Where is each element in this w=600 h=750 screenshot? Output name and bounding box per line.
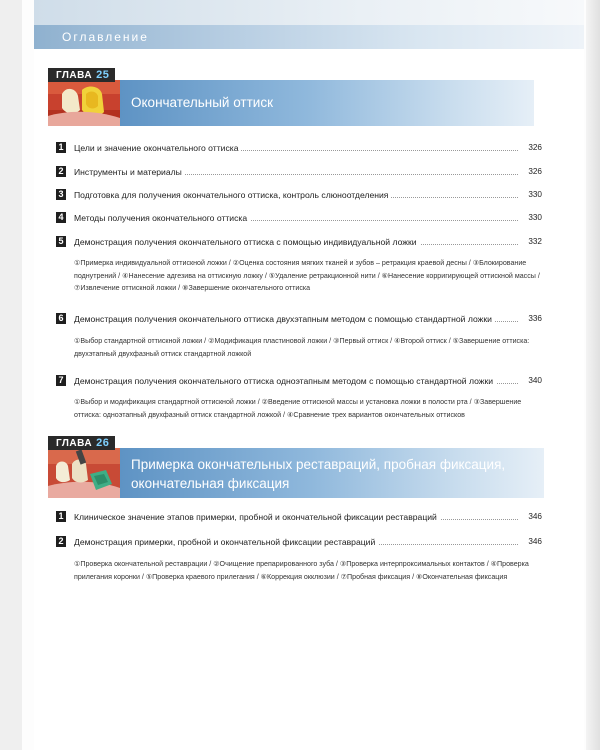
toc-entry[interactable] — [56, 374, 542, 388]
entry-number-badge: 1 — [56, 142, 66, 153]
chapter-26-title-line-1: Примерка окончательных реставраций, пробная фиксация, — [131, 457, 506, 472]
chapter-25-label — [48, 68, 115, 82]
entry-title: Методы получения окончательного оттиска — [74, 211, 250, 225]
entry-page-number: 326 — [526, 141, 542, 155]
entry-page-number: 346 — [526, 510, 542, 524]
entry-page-number: 332 — [526, 235, 542, 249]
entry-title: Подготовка для получения окончательного оттиска, контроль слюноотделения — [74, 188, 391, 202]
toc-entry[interactable] — [56, 165, 542, 179]
toc-entry[interactable] — [56, 535, 542, 549]
entry-subtopics: ①Выбор и модификация стандартной оттискной ложки / ②Введение оттискной массы и установка ложки в полости рта / ③Завершение оттиска: одноэтапный двухфазный оттиск стандартной ложкой / ④Сравнение трех вариантов окончательных оттисков — [74, 398, 522, 419]
entry-number-badge: 3 — [56, 189, 66, 200]
entry-page-number: 330 — [526, 211, 542, 225]
toc-entry[interactable] — [56, 141, 542, 155]
entry-title: Демонстрация получения окончательного оттиска двухэтапным методом с помощью стандартной ложки — [74, 312, 495, 326]
entry-title: Цели и значение окончательного оттиска — [74, 141, 241, 155]
entry-number-badge: 5 — [56, 236, 66, 247]
chapter-26-photo — [48, 448, 120, 498]
entry-subtopics: ①Примерка индивидуальной оттискной ложки / ②Оценка состояния мягких тканей и зубов – ретракция краевой десны / ③Блокирование поднутрений / ④Нанесение адгезива на оттискную ложку / ⑤Удаление ретракционной нити / ⑥Нанесение корригирующей оттискной массы / ⑦Извлечение оттискной ложки / ⑧Завершение окончательного оттиска — [74, 259, 540, 292]
entry-number-badge: 1 — [56, 511, 66, 522]
entry-number-badge: 7 — [56, 375, 66, 386]
toc-entry[interactable] — [56, 188, 542, 202]
entry-title: Демонстрация примерки, пробной и окончательной фиксации реставраций — [74, 535, 378, 549]
entry-page-number: 340 — [526, 374, 542, 388]
entry-subtopics: ①Выбор стандартной оттискной ложки / ②Модификация пластиновой ложки / ③Первый оттиск / ④Второй оттиск / ⑤Завершение оттиска: двухэтапный двухфазный оттиск стандартной ложкой — [74, 337, 530, 358]
chapter-number: 26 — [96, 437, 110, 449]
chapter-25-title — [131, 93, 273, 112]
entry-title: Демонстрация получения окончательного оттиска с помощью индивидуальной ложки — [74, 235, 420, 249]
toc-entry[interactable] — [56, 211, 542, 225]
entry-number-badge: 2 — [56, 536, 66, 547]
entry-title: Клиническое значение этапов примерки, пробной и окончательной фиксации реставраций — [74, 510, 440, 524]
chapter-number: 25 — [96, 69, 110, 81]
entry-title: Демонстрация получения окончательного оттиска одноэтапным методом с помощью стандартной ложки — [74, 374, 496, 388]
chapter-25-photo — [48, 80, 120, 126]
entry-page-number: 336 — [526, 312, 542, 326]
chapter-label-text: ГЛАВА — [56, 438, 93, 449]
entry-title: Инструменты и материалы — [74, 165, 185, 179]
entry-page-number: 326 — [526, 165, 542, 179]
chapter-26-title-line-2: окончательная фиксация — [131, 476, 290, 491]
entry-subtopics: ①Проверка окончательной реставрации / ②Очищение препарированного зуба / ③Проверка интерпроксимальных контактов / ④Проверка прилегания коронки / ⑤Проверка краевого прилегания / ⑥Коррекция окклюзии / ⑦Пробная фиксация / ⑧Окончательная фиксация — [74, 560, 529, 581]
entry-number-badge: 4 — [56, 212, 66, 223]
entry-number-badge: 6 — [56, 313, 66, 324]
toc-entry[interactable] — [56, 312, 542, 326]
chapter-25-title-line-1: Окончательный оттиск — [131, 95, 273, 110]
toc-entry[interactable] — [56, 510, 542, 524]
toc-header — [34, 25, 584, 49]
toc-heading: Оглавление — [62, 30, 149, 44]
entry-number-badge: 2 — [56, 166, 66, 177]
entry-page-number: 346 — [526, 535, 542, 549]
entry-page-number: 330 — [526, 188, 542, 202]
top-band — [34, 0, 584, 25]
toc-entry[interactable] — [56, 235, 542, 249]
page-left-edge — [0, 0, 22, 750]
page-right-edge — [586, 0, 600, 750]
chapter-label-text: ГЛАВА — [56, 70, 93, 81]
chapter-26-title — [131, 455, 505, 493]
chapter-26-label — [48, 436, 115, 450]
